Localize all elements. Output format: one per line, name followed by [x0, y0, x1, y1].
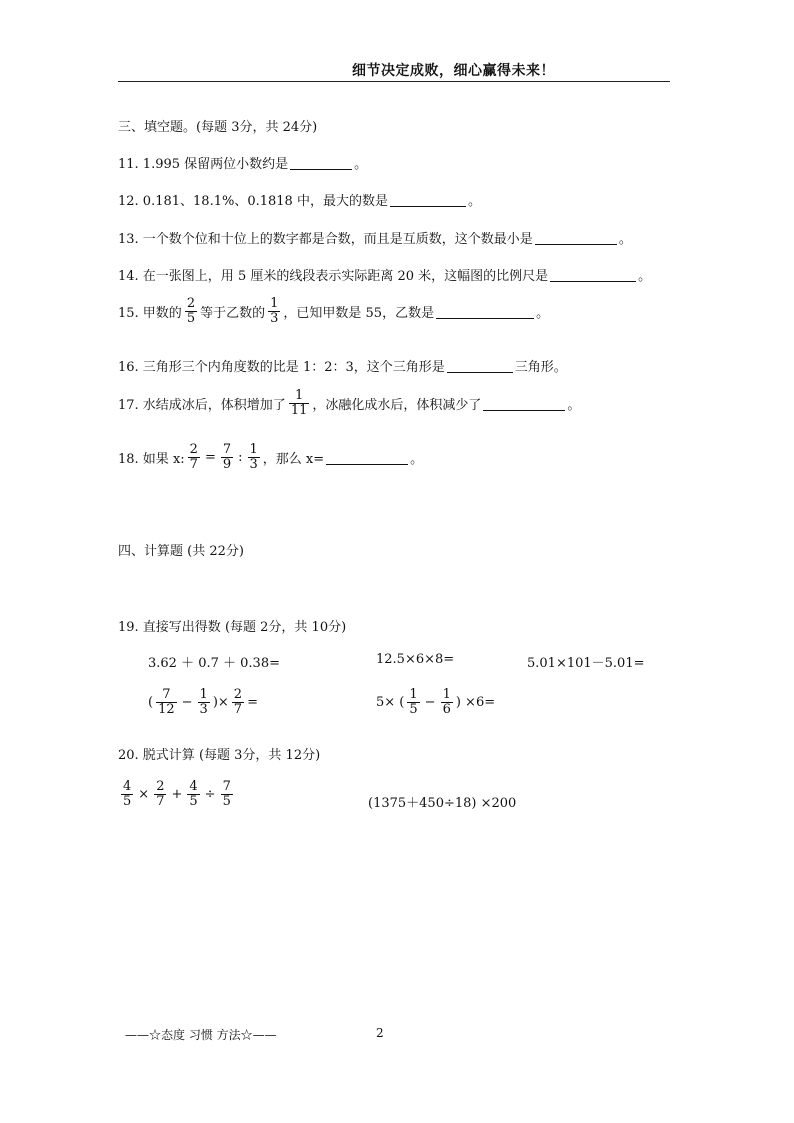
fraction: $\frac{2}{7}$	[233, 687, 243, 718]
answer-blank-16[interactable]	[447, 358, 513, 373]
section4-heading: 四、计算题 (共 22分)	[118, 544, 244, 559]
question-16: 16. 三角形三个内角度数的比是 1：2：3，这个三角形是 三角形。	[118, 360, 567, 375]
answer-blank-17[interactable]	[483, 396, 565, 411]
footer-motto: ——☆态度 习惯 方法☆——	[125, 1028, 277, 1042]
fraction: $\frac{1}{6}$	[442, 687, 451, 718]
question-17: 17. 水结成冰后，体积增加了 $\frac{1}{11}$ ，冰融化成水后，体积减少了 。	[118, 388, 581, 419]
fraction: $\frac{7}{9}$	[222, 442, 232, 473]
question-13: 13. 一个数个位和十位上的数字都是合数，而且是互质数，这个数最小是 。	[118, 232, 632, 247]
answer-blank-13[interactable]	[535, 230, 617, 245]
page-number: 2	[376, 1026, 384, 1040]
calc-expression-19-2: 12.5×6×8=	[376, 652, 455, 667]
answer-blank-14[interactable]	[550, 267, 636, 282]
header-divider	[118, 81, 670, 82]
fraction: $\frac{1}{11}$	[290, 388, 308, 419]
calc-expression-20-2: (1375＋450÷18) ×200	[368, 796, 517, 811]
fraction: $\frac{1}{3}$	[270, 296, 279, 327]
answer-blank-11[interactable]	[290, 155, 352, 170]
answer-blank-15[interactable]	[436, 304, 534, 319]
calc-expression-20-1: $\frac{4}{5}$ × $\frac{2}{7}$ + $\frac{4}{5}$ ÷ $\frac{7}{5}$	[123, 779, 231, 810]
calc-expression-19-1: 3.62 ＋ 0.7 ＋ 0.38=	[148, 656, 280, 671]
question-19-heading: 19. 直接写出得数 (每题 2分，共 10分)	[118, 620, 347, 635]
question-12: 12. 0.181、18.1%、0.1818 中，最大的数是 。	[118, 194, 481, 209]
fraction: $\frac{7}{12}$	[158, 687, 175, 718]
fraction: $\frac{2}{7}$	[189, 442, 198, 473]
calc-expression-19-3: 5.01×101－5.01=	[527, 656, 645, 671]
calc-expression-19-5: 5× ( $\frac{1}{5}$ − $\frac{1}{6}$ ) ×6=	[376, 687, 496, 718]
question-14: 14. 在一张图上，用 5 厘米的线段表示实际距离 20 米，这幅图的比例尺是 。	[118, 269, 652, 284]
fraction: $\frac{1}{5}$	[409, 687, 418, 718]
fraction: $\frac{1}{3}$	[249, 442, 258, 473]
page-header-title: 细节决定成败，细心赢得未来！	[352, 63, 555, 79]
answer-blank-12[interactable]	[390, 192, 466, 207]
question-11: 11. 1.995 保留两位小数约是 。	[118, 157, 368, 172]
fraction: $\frac{4}{5}$	[123, 779, 132, 810]
fraction: $\frac{2}{7}$	[156, 779, 165, 810]
question-20-heading: 20. 脱式计算 (每题 3分，共 12分)	[118, 748, 321, 763]
question-18: 18. 如果 x: $\frac{2}{7}$ = $\frac{7}{9}$ : $\frac{1}{3}$ ，那么 x= 。	[118, 442, 424, 473]
question-15: 15. 甲数的 $\frac{2}{5}$ 等于乙数的 $\frac{1}{3}$ ，已知甲数是 55，乙数是 。	[118, 296, 550, 327]
fraction: $\frac{4}{5}$	[189, 779, 198, 810]
answer-blank-18[interactable]	[326, 450, 408, 465]
section3-heading: 三、填空题。(每题 3分，共 24分)	[118, 120, 318, 135]
fraction: $\frac{2}{5}$	[186, 296, 196, 327]
fraction: $\frac{1}{3}$	[199, 687, 208, 718]
calc-expression-19-4: ( $\frac{7}{12}$ − $\frac{1}{3}$ )× $\frac{2}{7}$ =	[148, 687, 258, 718]
fraction: $\frac{7}{5}$	[222, 779, 231, 810]
